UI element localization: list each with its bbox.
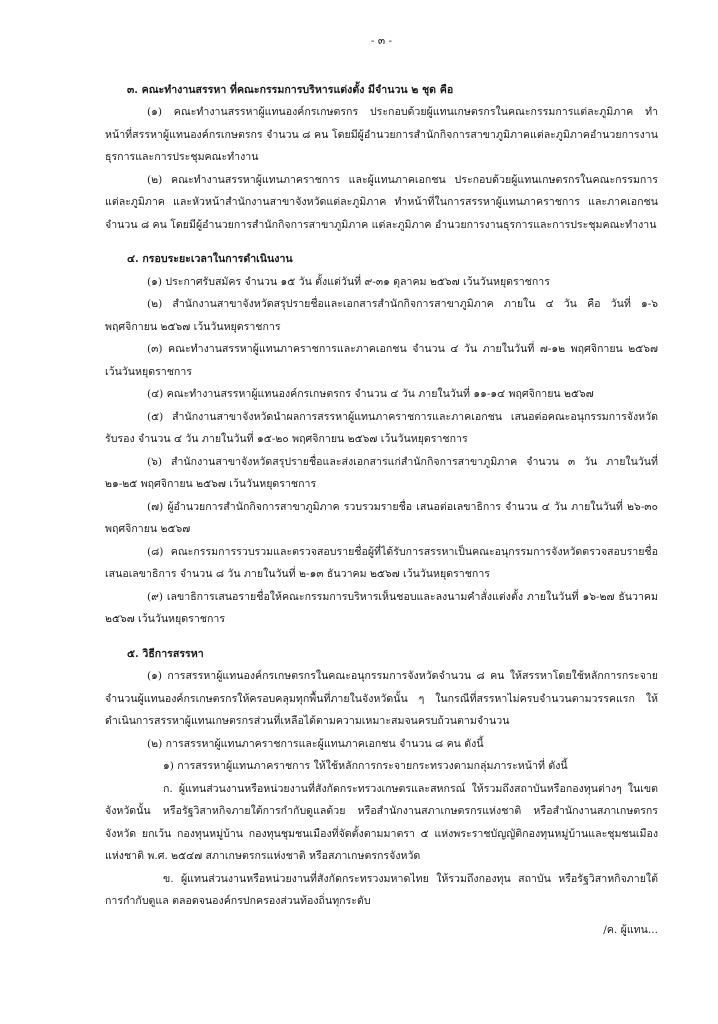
section-5-paragraph-2: (๒) การสรรหาผู้แทนภาคราชการและผู้แทนภาคเอกชน จำนวน ๘ คน ดังนี้ xyxy=(147,737,484,750)
section-4-heading: ๔. กรอบระยะเวลาในการดำเนินงาน xyxy=(127,253,293,265)
timeline-item: (๔) คณะทำงานสรรหาผู้แทนองค์กรเกษตรกร จำนวน ๔ วัน ภายในวันที่ ๑๑-๑๔ พฤศจิกายน ๒๕๖๗ xyxy=(147,388,594,400)
timeline-item: (๓) คณะทำงานสรรหาผู้แทนภาคราชการและภาคเอกชน จำนวน ๔ วัน ภายในวันที่ ๗-๑๒ พฤศจิกายน ๒๕๖๗ เว้นวันหยุดราชการ xyxy=(105,343,658,378)
timeline-item: (๗) ผู้อำนวยการสำนักกิจการสาขาภูมิภาค รวบรวมรายชื่อ เสนอต่อเลขาธิการ จำนวน ๔ วัน ภายในวันที่ ๒๖-๓๐ พฤศจิกายน ๒๕๖๗ xyxy=(105,500,658,535)
timeline-item: (๑) ประกาศรับสมัคร จำนวน ๑๕ วัน ตั้งแต่วันที่ ๙-๓๑ ตุลาคม ๒๕๖๗ เว้นวันหยุดราชการ xyxy=(147,275,550,288)
section-5-paragraph-1: (๑) การสรรหาผู้แทนองค์กรเกษตรกรในคณะอนุกรรมการจังหวัดจำนวน ๘ คน ให้สรรหาโดยใช้หลักการกระจายจำนวนผู้แทนองค์กรเกษตรกรให้ครอบคลุมทุกพื้นที่ภายในจังหวัดนั้น ๆ ในกรณีที่สรรหาไม่ครบจำนวนตามวรรคแรก ให้ดำเนินการสรรหาผู้แทนเกษตรกรส่วนที่เหลือได้ตามความเหมาะสมจนครบถ้วนตามจำนวน xyxy=(105,670,658,727)
continued-on-next-page: /ค. ผู้แทน... xyxy=(603,923,658,936)
timeline-item: (๙) เลขาธิการเสนอรายชื่อให้คณะกรรมการบริหารเห็นชอบและลงนามคำสั่งแต่งตั้ง ภายในวันที่ ๑๖-๒๗ ธันวาคม ๒๕๖๗ เว้นวันหยุดราชการ xyxy=(105,590,658,625)
page-number: - ๓ - xyxy=(370,35,393,47)
section-3-paragraph-2: (๒) คณะทำงานสรรหาผู้แทนภาคราชการ และผู้แทนภาคเอกชน ประกอบด้วยผู้แทนเกษตรกรในคณะกรรมการแต่ละภูมิภาค และหัวหน้าสำนักงานสาขาจังหวัดแต่ละภูมิภาค ทำหน้าที่ในการสรรหาผู้แทนภาคราชการ และภาคเอกชน จำนวน ๘ คน โดยมีผู้อำนวยการสำนักกิจการสาขาภูมิภาค แต่ละภูมิภาค อำนวยการงานธุรการและการประชุมคณะทำงาน xyxy=(105,173,658,231)
timeline-item: (๘) คณะกรรมการรวบรวมและตรวจสอบรายชื่อผู้ที่ได้รับการสรรหาเป็นคณะอนุกรรมการจังหวัดตรวจสอบรายชื่อเสนอเลขาธิการ จำนวน ๘ วัน ภายในวันที่ ๒-๑๓ ธันวาคม ๒๕๖๗ เว้นวันหยุดราชการ xyxy=(105,545,658,580)
timeline-item: (๒) สำนักงานสาขาจังหวัดสรุปรายชื่อและเอกสารสำนักกิจการสาขาภูมิภาค ภายใน ๔ วัน คือ วันที่ ๑-๖ พฤศจิกายน ๒๕๖๗ เว้นวันหยุดราชการ xyxy=(105,298,658,333)
timeline-item: (๕) สำนักงานสาขาจังหวัดนำผลการสรรหาผู้แทนภาคราชการและภาคเอกชน เสนอต่อคณะอนุกรรมการจังหวัดรับรอง จำนวน ๔ วัน ภายในวันที่ ๑๕-๒๐ พฤศจิกายน ๒๕๖๗ เว้นวันหยุดราชการ xyxy=(105,410,658,445)
section-3-heading: ๓. คณะทำงานสรรหา ที่คณะกรรมการบริหารแต่งตั้ง มีจำนวน ๒ ชุด คือ xyxy=(127,83,454,96)
section-5-clause-b: ข. ผู้แทนส่วนงานหรือหน่วยงานที่สังกัดกระทรวงมหาดไทย ให้รวมถึงกองทุน สถาบัน หรือรัฐวิสาหกิจภายใต้การกำกับดูแล ตลอดจนองค์กรปกครองส่วนท้องถิ่นทุกระดับ xyxy=(105,872,658,907)
section-5-heading: ๕. วิธีการสรรหา xyxy=(127,647,204,660)
section-5-subparagraph-1: ๑) การสรรหาผู้แทนภาคราชการ ให้ใช้หลักการกระจายกระทรวงตามกลุ่มภาระหน้าที่ ดังนี้ xyxy=(163,760,568,772)
section-3-paragraph-1: (๑) คณะทำงานสรรหาผู้แทนองค์กรเกษตรกร ประกอบด้วยผู้แทนเกษตรกรในคณะกรรมการแต่ละภูมิภาค ทำหน้าที่สรรหาผู้แทนองค์กรเกษตรกร จำนวน ๘ คน โดยมีผู้อำนวยการสำนักกิจการสาขาภูมิภาคแต่ละภูมิภาคอำนวยการงานธุรการและการประชุมคณะทำงาน xyxy=(105,106,658,163)
section-5-clause-a: ก. ผู้แทนส่วนงานหรือหน่วยงานที่สังกัดกระทรวงเกษตรและสหกรณ์ ให้รวมถึงสถาบันหรือกองทุนต่างๆ ในเขตจังหวัดนั้น หรือรัฐวิสาหกิจภายใต้การกำกับดูแลด้วย หรือสำนักงานสภาเกษตรกรแห่งชาติ หรือสำนักงานสภาเกษตรกรจังหวัด ยกเว้น กองทุนหมู่บ้าน กองทุนชุมชนเมืองที่จัดตั้งตามมาตรา ๕ แห่งพระราชบัญญัติกองทุนหมู่บ้านและชุมชนเมืองแห่งชาติ พ.ศ. ๒๕๔๗ สภาเกษตรกรแห่งชาติ หรือสภาเกษตรกรจังหวัด xyxy=(105,782,658,862)
timeline-item: (๖) สำนักงานสาขาจังหวัดสรุปรายชื่อและส่งเอกสารแก่สำนักกิจการสาขาภูมิภาค จำนวน ๓ วัน ภายในวันที่ ๒๑-๒๕ พฤศจิกายน ๒๕๖๗ เว้นวันหยุดราชการ xyxy=(105,455,658,490)
